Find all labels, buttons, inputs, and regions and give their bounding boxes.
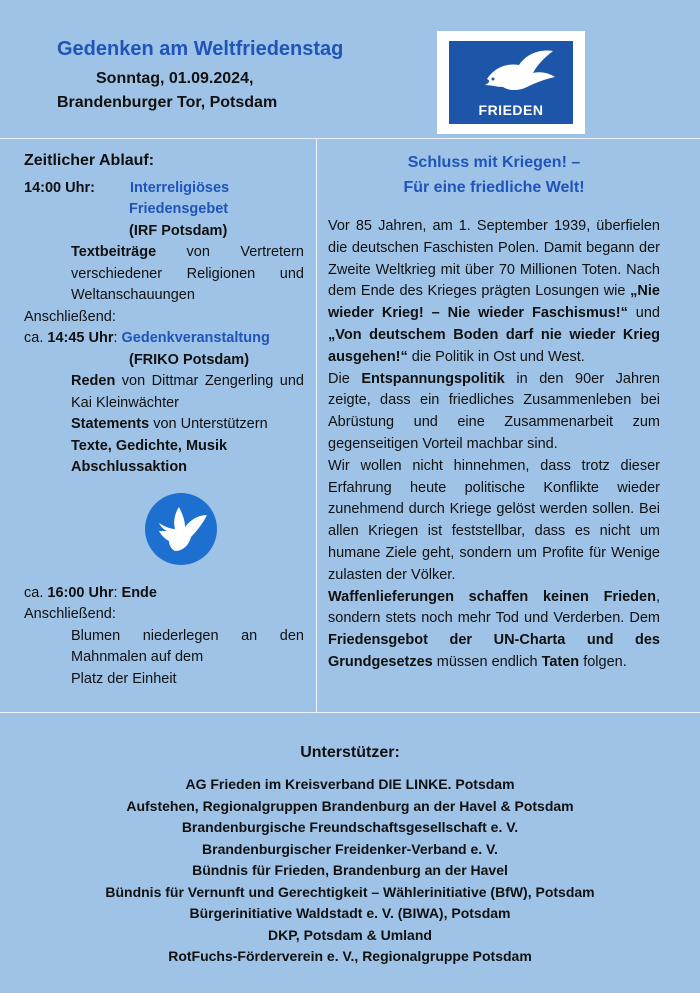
peace-dove-icon (449, 41, 573, 101)
article-paragraph-3: Wir wollen nicht hinnehmen, dass trotz dieser Erfahrung heute politische Konflikte wieder zunehmend durch Kriege gelöst werden sollen. Bei allen Kriegen ist feststellbar, dass es nicht um humane Ziele geht, sondern um Profite für Wenige zulasten der Völker. (328, 457, 660, 583)
schedule-item-1400 (24, 178, 304, 200)
supporter-item: Brandenburgischer Freidenker-Verband e. V. (202, 840, 498, 857)
supporter-item: Bürgerinitiative Waldstadt e. V. (BIWA), Potsdam (189, 905, 511, 921)
event-3-description-a: Blumen niederlegen an den Mahnmalen auf dem (71, 627, 304, 665)
article-column (328, 150, 660, 674)
supporters-heading: Unterstützer: (300, 744, 400, 761)
event-2-program: Texte, Gedichte, Musik (71, 437, 228, 454)
event-1-organizer: (IRF Potsdam) (129, 222, 228, 239)
event-title: Gedenken am Weltfriedenstag (57, 38, 344, 60)
schedule-item-1445: ca. 14:45 Uhr: Gedenkveranstaltung (24, 330, 270, 346)
supporter-item: AG Frieden im Kreisverband DIE LINKE. Potsdam (185, 776, 515, 792)
event-2-closing: Abschlussaktion (71, 459, 188, 475)
supporter-item: Bündnis für Frieden, Brandenburg an der Havel (192, 862, 508, 878)
article-heading: Schluss mit Kriegen! – Für eine friedliche Welt! (403, 154, 585, 196)
article-paragraph-1: Vor 85 Jahren, am 1. September 1939, überfielen die deutschen Faschisten Polen. Damit begann der Zweite Weltkrieg mit über 70 Millionen Toten. Nach dem Ende des Krieges prägten Losungen wie „Nie wieder Krieg! – Nie wieder Faschismus!“ und „Von deutschem Boden darf nie wieder Krieg ausgehen!“ die Politik in Ost und West. (328, 218, 660, 365)
event-1-title-a: Interreligiöses (130, 179, 230, 196)
article-paragraph-2: Die Entspannungspolitik in den 90er Jahren zeigte, dass ein friedliches Zusammenleben bei Abrüstung und eine Zusammenarbeit zum gegenseitigen Vorteil machbar sind. (328, 370, 660, 452)
dove-emblem (145, 493, 217, 565)
frieden-logo (437, 31, 585, 134)
supporter-item: Brandenburgische Freundschaftsgesellschaft e. V. (181, 819, 519, 835)
schedule-heading: Zeitlicher Ablauf: (24, 152, 155, 169)
supporters-divider (0, 712, 700, 713)
event-place: Brandenburger Tor, Potsdam (57, 94, 278, 111)
supporter-item: DKP, Potsdam & Umland (268, 926, 432, 943)
column-divider (316, 139, 317, 712)
supporter-item: Aufstehen, Regionalgruppen Brandenburg an der Havel & Potsdam (126, 797, 574, 814)
event-2-organizer: (FRIKO Potsdam) (129, 351, 250, 368)
header-divider (0, 138, 700, 139)
logo-label: FRIEDEN (478, 102, 544, 118)
supporters-section (0, 744, 700, 968)
dove-icon (145, 493, 217, 565)
event-2-statements: Statements von Unterstützern (71, 416, 268, 432)
article-paragraph-4: Waffenlieferungen schaffen keinen Frieden, sondern stets noch mehr Tod und Verderben. Dem Friedensgebot der UN-Charta und des Grundgesetzes müssen endlich Taten folgen. (328, 588, 660, 670)
event-date: Sonntag, 01.09.2024, (96, 70, 254, 87)
supporter-item: Bündnis für Vernunft und Gerechtigkeit – Wählerinitiative (BfW), Potsdam (105, 883, 595, 900)
time-1400: 14:00 Uhr: (24, 179, 95, 196)
schedule-column (24, 150, 304, 690)
event-1-description: Textbeiträge von Vertretern verschiedener Religionen und Weltanschauungen (71, 244, 304, 303)
event-2-speeches: Reden von Dittmar Zengerling und Kai Kleinwächter (71, 373, 304, 411)
event-1-title-b: Friedensgebet (129, 201, 229, 217)
supporter-item: RotFuchs-Förderverein e. V., Regionalgruppe Potsdam (168, 948, 532, 964)
then-label-2: Anschließend: (24, 606, 116, 622)
flyer-header (0, 0, 700, 138)
schedule-item-1600: ca. 16:00 Uhr: Ende (24, 584, 157, 601)
event-3-description-b: Platz der Einheit (71, 670, 177, 687)
then-label-1: Anschließend: (24, 308, 116, 325)
